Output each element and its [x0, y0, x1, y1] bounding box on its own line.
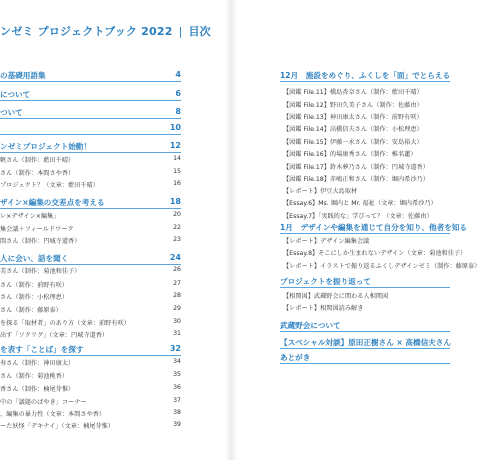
toc-page-number: 32 — [169, 344, 181, 353]
toc-entry-title: について — [0, 90, 31, 99]
toc-page-number: 27 — [173, 280, 181, 287]
toc-entry-title: ンゼミプロジェクト始動！ — [0, 142, 91, 151]
section-divider — [0, 355, 181, 356]
toc-entry-title: さん（制作：小松理恵） — [0, 294, 69, 301]
toc-entry[interactable] — [280, 248, 467, 260]
section-divider — [280, 331, 450, 332]
toc-entry[interactable] — [280, 261, 480, 273]
toc-entry[interactable] — [0, 155, 181, 167]
toc-entry[interactable] — [0, 330, 181, 342]
toc-page-number: 36 — [173, 384, 181, 391]
section-divider — [280, 81, 450, 82]
toc-page-number: 34 — [173, 358, 181, 365]
section-divider — [0, 134, 181, 135]
toc-page-number: 10 — [169, 123, 181, 132]
toc-entry-title: さん（制作：前野有咲） — [0, 282, 69, 289]
title-separator: | — [178, 25, 183, 38]
toc-page-number: 30 — [173, 318, 181, 325]
toc-page-number: 4 — [175, 70, 181, 79]
toc-entry[interactable] — [280, 100, 450, 112]
toc-entry-title: 間さん（制作：円城寺道香） — [0, 238, 81, 245]
toc-page-number: 38 — [173, 409, 181, 416]
toc-entry-title: 【図鑑 File.17】鈴木夢乃さん（制作：円城寺道香） — [283, 164, 429, 171]
toc-entry[interactable] — [280, 137, 450, 149]
toc-page-number: 35 — [173, 371, 181, 378]
toc-entry-title: の基礎用語集 — [0, 71, 46, 80]
section-divider — [280, 363, 450, 364]
toc-entry[interactable] — [0, 384, 181, 396]
toc-entry-title: 【図鑑 File.14】高橋信夫さん（制作：小松理恵） — [283, 126, 423, 133]
toc-page-number: 22 — [173, 224, 181, 231]
toc-entry[interactable] — [0, 318, 181, 330]
toc-entry-title: 【レポート】相関図読み解き — [283, 305, 364, 312]
toc-page-number: 16 — [173, 180, 181, 187]
book-title-text: ンゼミ プロジェクトブック 2022 — [0, 25, 173, 38]
toc-entry-title: 12月 施設をめぐり、ふくしを「面」でとらえる — [280, 71, 451, 80]
toc-entry-title: 【図鑑 File.15】伊藤一永さん（制作：安島裕大） — [283, 139, 423, 146]
right-page — [231, 0, 480, 460]
toc-entry[interactable] — [280, 291, 450, 303]
toc-entry[interactable] — [0, 211, 181, 223]
toc-page-number: 15 — [173, 168, 181, 175]
section-divider — [280, 348, 450, 349]
toc-entry-title: 中の「議題のばやき」コーナー — [0, 399, 87, 406]
toc-entry[interactable] — [0, 266, 181, 278]
toc-page-number: 26 — [173, 266, 181, 273]
toc-page-number: 39 — [173, 421, 181, 428]
toc-page-number: 31 — [173, 330, 181, 337]
section-divider — [0, 100, 181, 101]
toc-entry-title: 【図鑑 File.16】的場康秀さん（制作：椎名蓮） — [283, 151, 417, 158]
toc-entry[interactable] — [0, 280, 181, 292]
toc-entry-title: 1月 デザインや編集を通じて自分を知り、他者を知る — [280, 223, 467, 232]
toc-entry-title: ーた妖怪「デキナイ」（文章：楠尾芽惟） — [0, 423, 115, 430]
left-page — [0, 0, 231, 460]
toc-entry[interactable] — [0, 421, 181, 433]
section-divider — [280, 287, 450, 288]
toc-page-number: 18 — [169, 197, 181, 206]
toc-entry[interactable] — [280, 87, 450, 99]
toc-page-number: 29 — [173, 305, 181, 312]
toc-entry[interactable] — [280, 303, 450, 315]
toc-entry-title: 人に会い、話を聞く — [0, 254, 69, 263]
section-divider — [0, 152, 181, 153]
toc-page-number: 14 — [173, 155, 181, 162]
toc-page-number: 24 — [169, 253, 181, 262]
toc-page-number: 28 — [173, 292, 181, 299]
toc-label: 目次 — [188, 25, 211, 38]
toc-entry-title: 【図鑑 File.11】橋島杏奈さん（制作：藍田千晴） — [283, 89, 423, 96]
toc-entry[interactable] — [0, 358, 181, 370]
toc-entry-title: 集会議＋フィールドワーク — [0, 226, 74, 233]
toc-entry[interactable] — [0, 180, 181, 192]
toc-entry[interactable] — [280, 162, 450, 174]
toc-entry[interactable] — [0, 305, 181, 317]
toc-entry-title: 【スペシャル対談】原田正樹さん × 高橋信夫さん — [280, 338, 451, 347]
section-divider — [0, 264, 181, 265]
toc-page-number: 37 — [173, 397, 181, 404]
toc-entry-title: 【レポート】デザイン編集会議 — [283, 238, 370, 245]
toc-entry-title: 出す「ソクリグ」（文章：円城寺道香） — [0, 332, 109, 339]
toc-entry-title: さん（制作：藤原泰） — [0, 307, 62, 314]
toc-entry[interactable] — [280, 236, 450, 248]
toc-entry[interactable] — [280, 124, 450, 136]
toc-entry-title: プロジェクト？（文章：藍田千晴） — [0, 182, 99, 189]
toc-entry[interactable] — [280, 198, 450, 210]
toc-entry[interactable] — [280, 174, 450, 186]
toc-entry-title: 【レポート】イラストで振り返るふくしデザインゼミ（制作：藤原泰） — [283, 263, 480, 270]
toc-entry-title: 【図鑑 File.12】野田久美子さん（制作：佐藤由） — [283, 102, 423, 109]
toc-entry-title: 【Essay.6】Ms. 堀内と Mr. 福祉（文章：堀内希沙乃） — [283, 200, 437, 207]
toc-page-number: 23 — [173, 236, 181, 243]
toc-entry-title: 【Essay.8】そこにしか生まれないデザイン（文章：菊池和佳子） — [283, 250, 467, 257]
toc-entry[interactable] — [280, 149, 450, 161]
toc-entry[interactable] — [0, 224, 181, 236]
toc-entry[interactable] — [0, 236, 181, 248]
toc-entry[interactable] — [0, 292, 181, 304]
toc-entry-title: 【相関図】武蔵野会に関わる人相関図 — [283, 293, 389, 300]
toc-entry-title: あとがき — [280, 353, 311, 362]
toc-entry[interactable] — [0, 371, 181, 383]
toc-entry-title: レ×デザイン×編集」 — [0, 213, 60, 220]
toc-entry-title: 【Essay.7】「実践的な」学びって？（文章：佐藤由） — [283, 213, 433, 220]
toc-entry-title: を探る「取材者」のあり方（文章：前野有咲） — [0, 320, 130, 327]
section-divider — [0, 118, 181, 119]
toc-entry-title: 、編集の暴力性（文章：本間さや香） — [0, 411, 106, 418]
toc-entry-title: プロジェクトを振り返って — [280, 277, 371, 286]
section-divider — [0, 208, 181, 209]
toc-entry-title: 帆さん（制作：藍田千晴） — [0, 157, 75, 164]
toc-entry-title: ついて — [0, 108, 23, 117]
toc-page-number: 20 — [173, 211, 181, 218]
toc-entry-title: を表す「ことば」を探す — [0, 345, 84, 354]
toc-entry-title: さん（制作：本間さや香） — [0, 170, 75, 177]
toc-entry-title: 寿さん（制作：神田康太） — [0, 360, 75, 367]
book-title — [0, 23, 211, 39]
section-divider — [280, 233, 450, 234]
toc-entry-title: 【レポート】伊豆大島取材 — [283, 188, 358, 195]
toc-entry-title: 【図鑑 File.18】赤嶋正和さん（制作：堀内希沙乃） — [283, 176, 429, 183]
toc-entry[interactable] — [280, 186, 450, 198]
toc-entry-title: 【図鑑 File.13】神田康太さん（制作：前野有咲） — [283, 114, 423, 121]
toc-entry-title: 武蔵野会について — [280, 321, 341, 330]
toc-entry[interactable] — [0, 397, 181, 409]
toc-entry-title: ザイン×編集の交差点を考える — [0, 198, 105, 207]
toc-entry-title: 香さん（制作：楠尾芽惟） — [0, 386, 75, 393]
toc-entry[interactable] — [0, 409, 181, 421]
toc-page-number: 8 — [175, 107, 181, 116]
toc-page-number: 12 — [169, 141, 181, 150]
toc-entry[interactable] — [280, 112, 450, 124]
section-divider — [0, 81, 181, 82]
gutter-shadow — [231, 0, 237, 460]
toc-entry-title: さん（制作：菊池桃香） — [0, 373, 69, 380]
toc-page-number: 6 — [175, 89, 181, 98]
toc-entry-title: 美さん（制作：菊池和佳子） — [0, 268, 81, 275]
toc-entry[interactable] — [0, 168, 181, 180]
